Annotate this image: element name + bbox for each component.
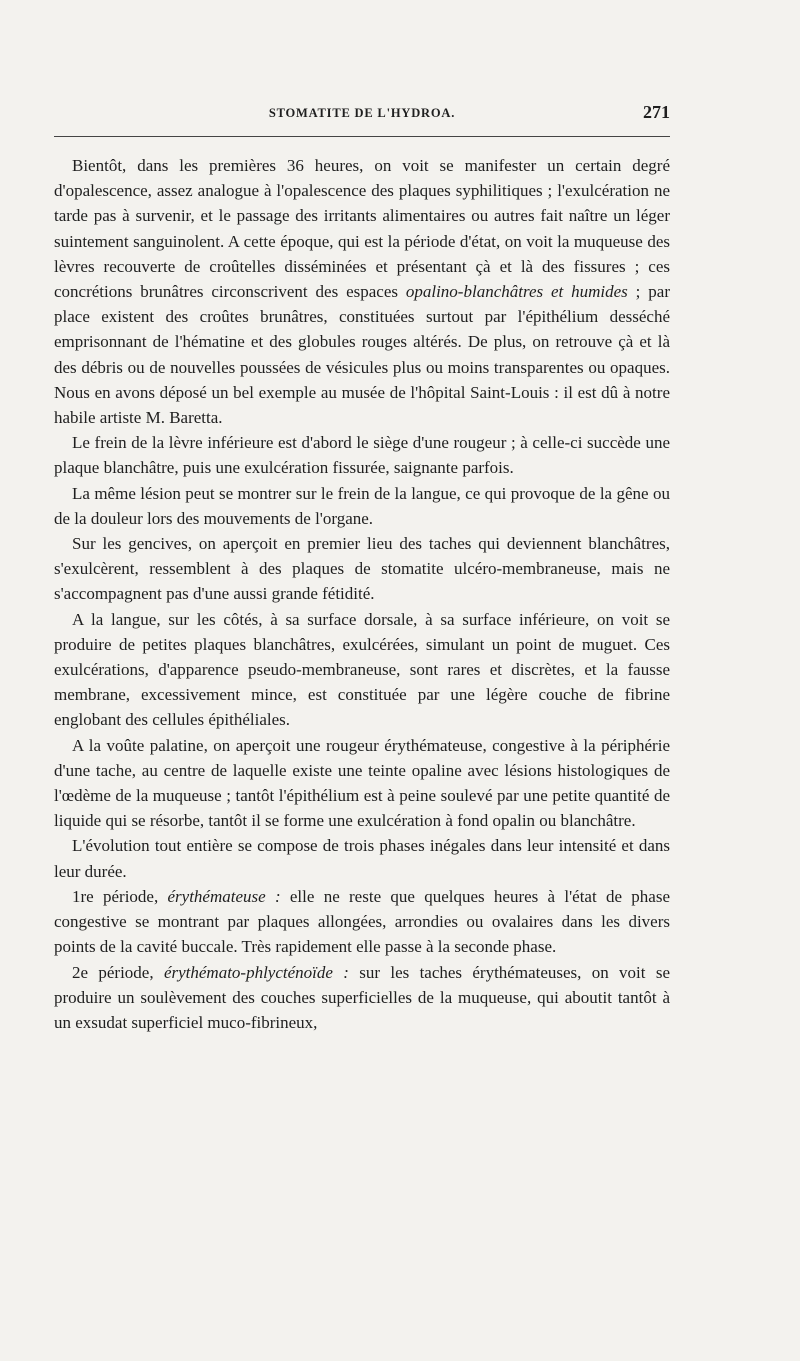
- paragraph: [54, 733, 670, 834]
- paragraph-text: elle ne reste que quelques heures à l'état de phase congestive se montrant par plaques allongées, arrondies ou ovalaires dans les divers points de la cavité buccale. Très rapidement elle passe à la seconde phase.: [54, 886, 670, 957]
- page-header: [54, 98, 670, 126]
- document-body: [54, 153, 670, 1035]
- paragraph: [54, 481, 670, 531]
- paragraph: [54, 833, 670, 883]
- paragraph-text: L'évolution tout entière se compose de trois phases inégales dans leur intensité et dans leur durée.: [54, 836, 670, 881]
- paragraph-text: 1re période,: [72, 886, 168, 906]
- paragraph-text: La même lésion peut se montrer sur le frein de la langue, ce qui provoque de la gêne ou de la douleur lors des mouvements de l'organe.: [54, 483, 670, 528]
- page-number: 271: [643, 102, 670, 122]
- paragraph: [54, 607, 670, 733]
- document-page: [54, 98, 670, 1035]
- paragraph: [54, 960, 670, 1036]
- paragraph-text: A la langue, sur les côtés, à sa surface dorsale, à sa surface inférieure, on voit se produire de petites plaques blanchâtres, exulcérées, simulant un point de muguet. Ces exulcérations, d'apparence pseudo-membraneuse, sont rares et discrètes, et la fausse membrane, excessivement mince, est constituée par une légère couche de fibrine englobant des cellules épithéliales.: [54, 609, 670, 730]
- paragraph-text: 2e période,: [72, 962, 164, 982]
- paragraph-text: Sur les gencives, on aperçoit en premier lieu des taches qui deviennent blanchâtres, s'exulcèrent, ressemblent à des plaques de stomatite ulcéro-membraneuse, mais ne s'accompagnent pas d'une aussi grande fétidité.: [54, 534, 670, 604]
- header-rule: [54, 136, 670, 137]
- paragraph-text: Bientôt, dans les premières 36 heures, on voit se manifester un certain degré d'opalescence, assez analogue à l'opalescence des plaques syphilitiques ; l'exulcération ne tarde pas à survenir, et le passage des irritants alimentaires ou autres fait naître un léger suintement sanguinolent. A cette époque, qui est la période d'état, on voit la muqueuse des lèvres recouverte de croûtelles disséminées et présentant çà et là des fissures ; ces concrétions brunâtres circonscrivent des espaces: [54, 156, 670, 302]
- paragraph-text: sur les taches érythémateuses, on voit se produire un soulèvement des couches superficielles de la muqueuse, qui aboutit tantôt à un exsudat superficiel muco-fibrineux,: [54, 962, 670, 1032]
- italic-term: érythémato-phlycténoïde :: [163, 962, 349, 982]
- paragraph-text: ; par place existent des croûtes brunâtres, constituées surtout par l'épithélium desséché emprisonnant de l'hématine et des globules rouges altérés. De plus, on retrouve çà et là des débris ou de nouvelles poussées de vésicules plus ou moins transparentes ou opaques. Nous en avons déposé un bel exemple au musée de l'hôpital Saint-Louis : il est dû à notre habile artiste M. Baretta.: [54, 282, 670, 428]
- italic-term: érythémateuse :: [167, 886, 281, 906]
- paragraph-text: A la voûte palatine, on aperçoit une rougeur érythémateuse, congestive à la périphérie d'une tache, au centre de laquelle existe une teinte opaline avec lésions histologiques de l'œdème de la muqueuse ; tantôt l'épithélium est à peine soulevé par une petite quantité de liquide qui se résorbe, tantôt il se forme une exulcération à fond opalin ou blanchâtre.: [54, 735, 670, 831]
- paragraph-text: Le frein de la lèvre inférieure est d'abord le siège d'une rougeur ; à celle-ci succède une plaque blanchâtre, puis une exulcération fissurée, saignante parfois.: [54, 433, 670, 478]
- italic-term: opalino-blanchâtres et humides: [405, 282, 628, 302]
- running-head: STOMATITE DE L'HYDROA.: [268, 106, 456, 120]
- paragraph: [54, 430, 670, 480]
- paragraph: [54, 531, 670, 607]
- paragraph: [54, 153, 670, 430]
- paragraph: [54, 884, 670, 960]
